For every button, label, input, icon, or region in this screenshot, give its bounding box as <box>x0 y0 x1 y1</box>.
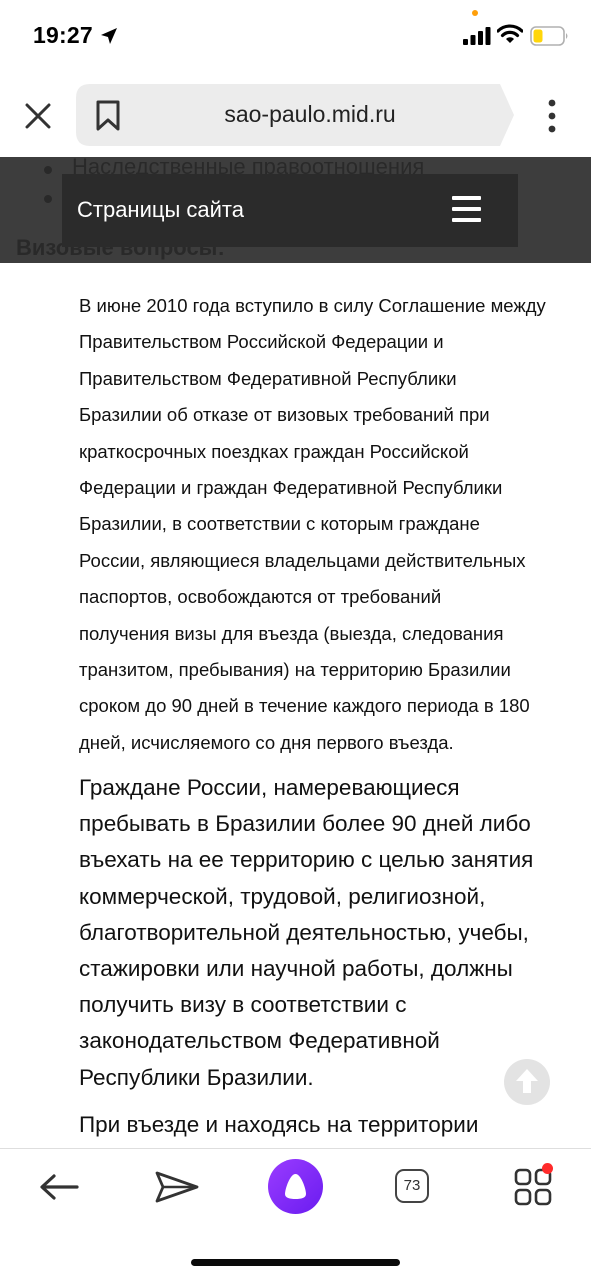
text-line: транзитом, пребывания) на территорию Бразилии <box>79 659 511 681</box>
text-line: В июне 2010 года вступило в силу Соглашение между <box>79 295 546 316</box>
tabs-icon[interactable] <box>395 1169 429 1203</box>
home-indicator[interactable] <box>191 1259 400 1266</box>
text-line: России, являющиеся владельцами действительных <box>79 549 526 571</box>
text-line: получить визу в соответствии с <box>79 992 407 1018</box>
hamburger-menu-icon[interactable] <box>452 196 481 222</box>
notification-dot <box>542 1163 553 1174</box>
text-line: Граждане России, намеревающиеся <box>79 775 460 800</box>
text-line: Бразилии об отказе от визовых требований при <box>79 404 490 426</box>
text-line: Бразилии, в соответствии с которым граждане <box>79 513 480 535</box>
text-line: пребывать в Бразилии более 90 дней либо <box>79 811 531 837</box>
alice-assistant-button[interactable] <box>268 1159 323 1214</box>
text-line: паспортов, освобождаются от требований <box>79 586 442 608</box>
text-line: Правительством Российской Федерации и <box>79 331 444 353</box>
share-icon[interactable] <box>154 1168 200 1206</box>
paragraph-visa-requirements <box>79 770 559 1096</box>
signal-icon <box>463 27 491 45</box>
paragraph-visa-agreement <box>79 288 579 761</box>
close-icon[interactable] <box>22 100 54 132</box>
text-line: Республики Бразилии. <box>79 1064 314 1090</box>
more-vertical-icon[interactable] <box>540 98 564 134</box>
location-arrow-icon <box>100 27 118 45</box>
wifi-icon <box>497 24 523 44</box>
tabs-count: 73 <box>403 1177 421 1194</box>
text-line: получения визы для въезда (выезда, следования <box>79 622 504 644</box>
text-line: законодательством Федеративной <box>79 1028 440 1054</box>
text-line: дней, исчисляемого со дня первого въезда. <box>79 731 454 753</box>
status-time: 19:27 <box>33 22 93 48</box>
text-line: благотворительной деятельностью, учебы, <box>79 919 529 945</box>
bookmark-icon[interactable] <box>95 100 121 132</box>
arrow-up-icon <box>504 1059 550 1105</box>
battery-icon <box>530 26 570 46</box>
text-line: стажировки или научной работы, должны <box>79 956 513 982</box>
text-line: Правительством Федеративной Республики <box>79 367 457 389</box>
site-nav-label: Страницы сайта <box>77 197 244 222</box>
scroll-to-top-button[interactable] <box>504 1059 550 1105</box>
text-line: краткосрочных поездках граждан Российской <box>79 440 469 462</box>
text-line: Федерации и граждан Федеративной Республики <box>79 477 503 499</box>
text-line: въехать на ее территорию с целью занятия <box>79 847 534 873</box>
text-line: сроком до 90 дней в течение каждого периода в 180 <box>79 695 530 717</box>
alice-icon <box>268 1159 323 1214</box>
back-arrow-icon[interactable] <box>38 1172 80 1202</box>
text-line: коммерческой, трудовой, религиозной, <box>79 883 486 909</box>
paragraph-entry: При въезде и находясь на территории <box>79 1112 479 1137</box>
privacy-indicator-dot <box>472 10 478 16</box>
url-text[interactable]: sao-paulo.mid.ru <box>224 101 396 127</box>
